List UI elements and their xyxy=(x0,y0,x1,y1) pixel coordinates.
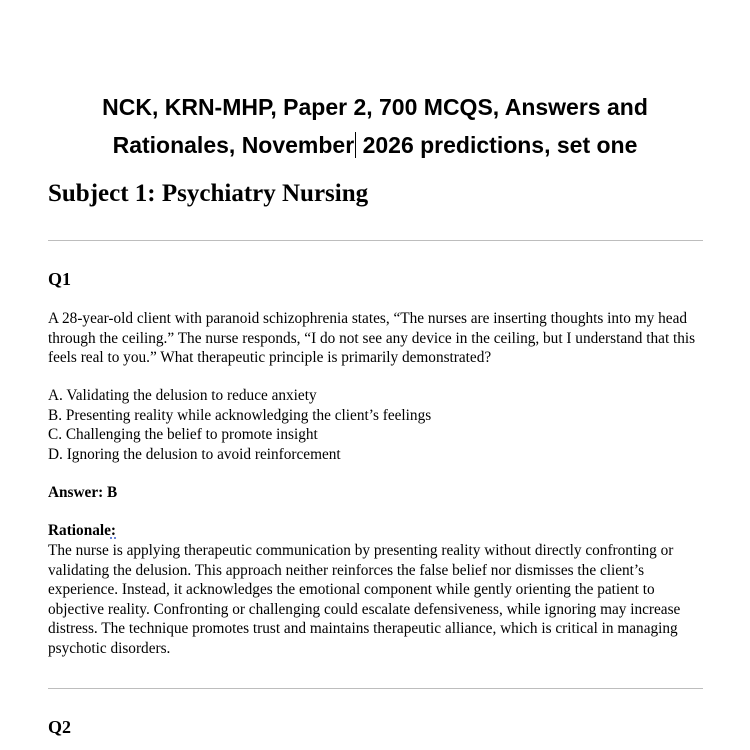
rationale-label-text: Rationale xyxy=(48,522,111,539)
answer-line: Answer: B xyxy=(48,484,118,501)
option-b: B. Presenting reality while acknowledging the client’s feelings xyxy=(48,406,432,424)
question-label: Q1 xyxy=(48,269,72,289)
rationale-label-colon: : xyxy=(110,522,116,539)
section-divider xyxy=(48,240,703,241)
title-line-2 xyxy=(40,126,710,164)
option-c: C. Challenging the belief to promote insight xyxy=(48,426,318,443)
title-line-2-end: 2026 predictions, set one xyxy=(356,132,638,158)
answer-options xyxy=(48,386,708,464)
question-label: Q2 xyxy=(48,717,72,737)
option-a: A. Validating the delusion to reduce anxiety xyxy=(48,387,317,404)
title-line-2-start: Rationales, November xyxy=(112,132,355,158)
subject-heading: Subject 1: Psychiatry Nursing xyxy=(48,180,369,207)
rationale-label xyxy=(48,521,116,541)
section-divider xyxy=(48,688,703,689)
document-title xyxy=(40,88,710,164)
option-d: D. Ignoring the delusion to avoid reinforcement xyxy=(48,445,341,463)
title-line-1: NCK, KRN-MHP, Paper 2, 700 MCQS, Answers and xyxy=(102,94,648,120)
question-stem: A 28-year-old client with paranoid schizophrenia states, “The nurses are inserting thoughts into my head through the ceiling.” The nurse responds, “I do not see any device in the ceiling, but I understand that this feels real to you.” What therapeutic principle is primarily demonstrated? xyxy=(48,310,696,366)
rationale-text: The nurse is applying therapeutic communication by presenting reality without directly confronting or validating the delusion. This approach neither reinforces the false belief nor dismisses the client’s experience. Instead, it acknowledges the emotional component while gently orienting the patient to objective reality. Confronting or challenging could escalate defensiveness, while ignoring may increase distress. The technique promotes trust and maintains therapeutic alliance, which is critical in managing psychotic disorders. xyxy=(48,542,681,657)
